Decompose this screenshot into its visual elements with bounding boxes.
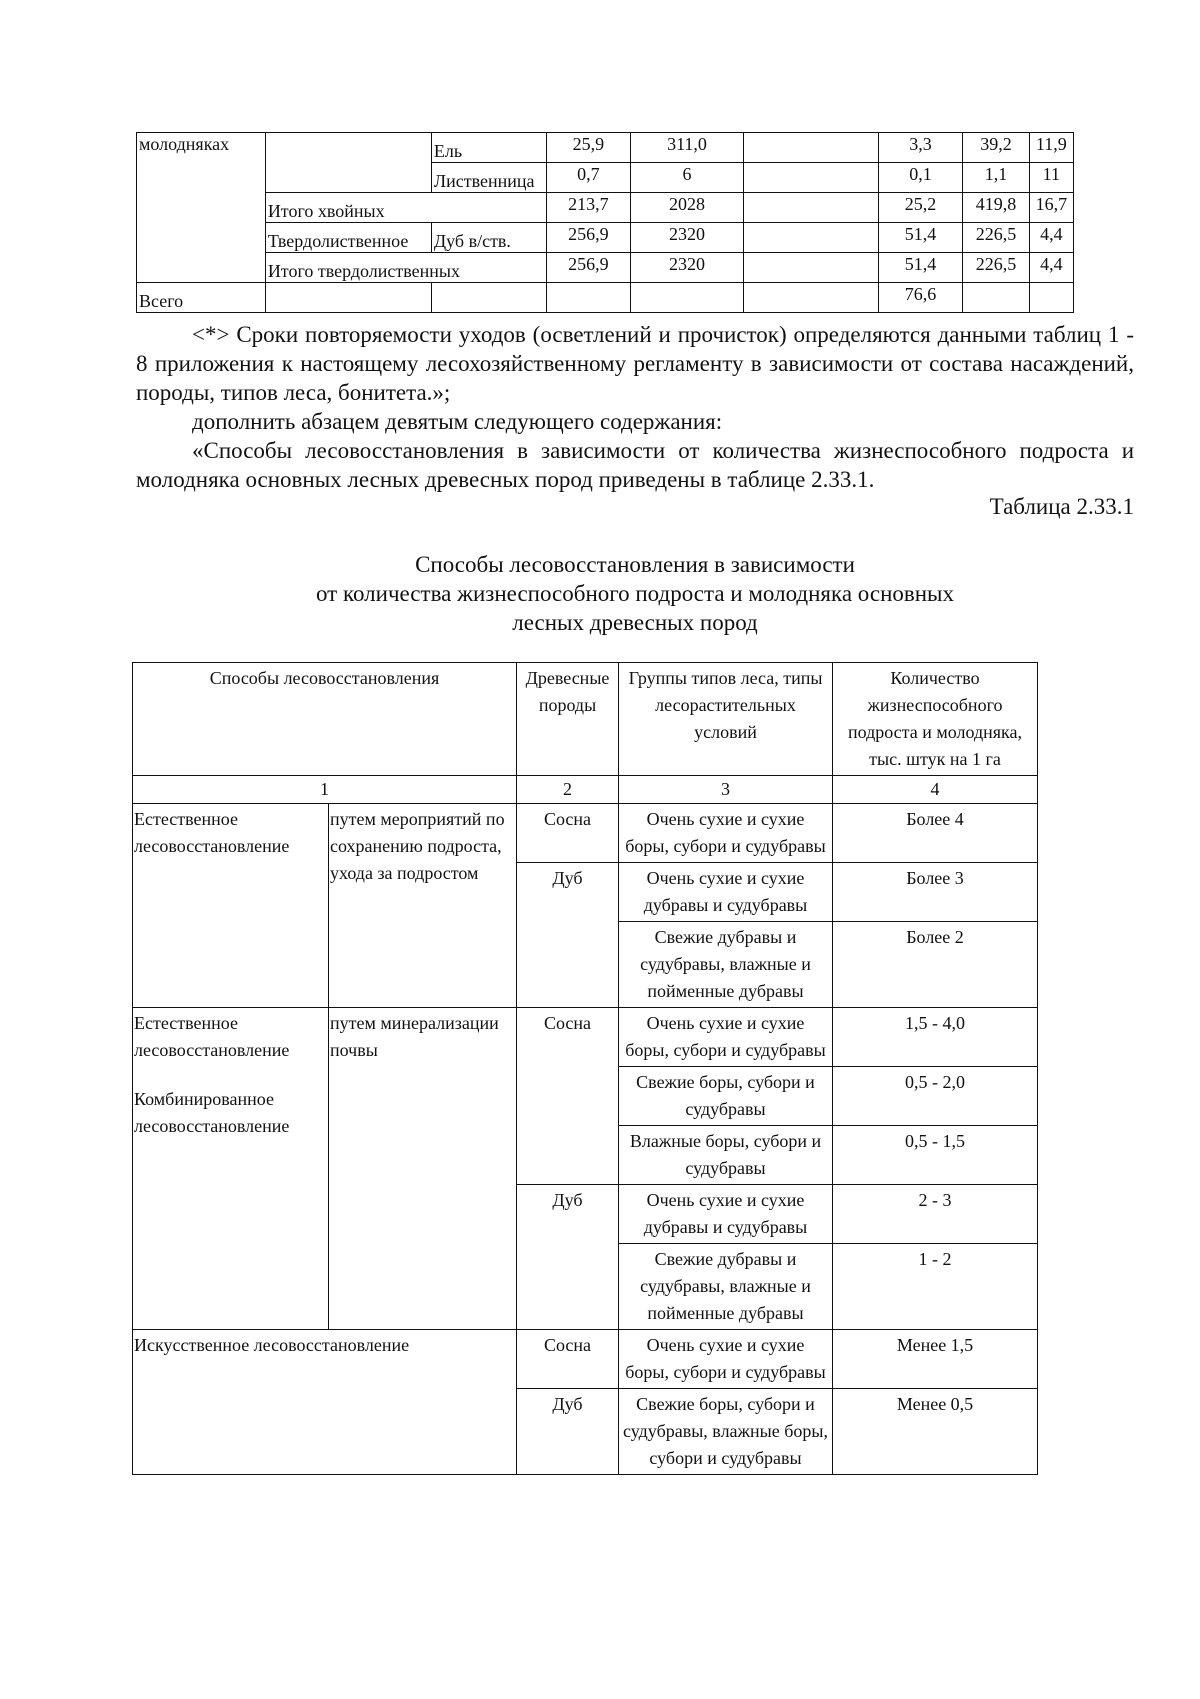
sub-cell: Итого твердолиственных bbox=[265, 253, 546, 283]
value-cell: 2028 bbox=[631, 193, 744, 223]
value-cell: 226,5 bbox=[963, 253, 1029, 283]
table-row bbox=[137, 283, 1074, 313]
forest-type-cell: Очень сухие и сухие боры, субори и судубравы bbox=[619, 1330, 833, 1389]
value-cell: 4,4 bbox=[1029, 223, 1073, 253]
value-cell: 3,3 bbox=[878, 133, 963, 163]
value-cell: 16,7 bbox=[1029, 193, 1073, 223]
header-forest-types: Группы типов леса, типы лесорастительных условий bbox=[619, 663, 833, 776]
value-cell: 25,2 bbox=[878, 193, 963, 223]
sub-cell: Итого хвойных bbox=[265, 193, 546, 223]
empty-cell bbox=[265, 283, 431, 313]
reforestation-table bbox=[132, 662, 1038, 1475]
table-row bbox=[137, 223, 1074, 253]
table-caption bbox=[136, 550, 1134, 637]
header-methods: Способы лесовосстановления bbox=[133, 663, 517, 776]
means-cell: путем мероприятий по сохранению подроста, ухода за подростом bbox=[329, 804, 517, 1008]
species-cell: Сосна bbox=[517, 1330, 619, 1389]
method-label: Естественное лесовосстановление bbox=[134, 809, 290, 856]
value-cell bbox=[743, 163, 878, 193]
quantity-cell: 0,5 - 2,0 bbox=[833, 1067, 1038, 1126]
column-number-row bbox=[133, 776, 1038, 804]
species-cell: Дуб bbox=[517, 1185, 619, 1330]
forest-type-cell: Свежие боры, субори и судубравы bbox=[619, 1067, 833, 1126]
forest-type-cell: Влажные боры, субори и судубравы bbox=[619, 1126, 833, 1185]
value-cell: 226,5 bbox=[963, 223, 1029, 253]
header-quantity: Количество жизнеспособного подроста и молодняка, тыс. штук на 1 га bbox=[833, 663, 1038, 776]
value-cell bbox=[743, 193, 878, 223]
column-number: 3 bbox=[619, 776, 833, 804]
value-cell: 4,4 bbox=[1029, 253, 1073, 283]
table-row bbox=[137, 193, 1074, 223]
method-cell bbox=[133, 804, 329, 1008]
empty-cell bbox=[546, 283, 631, 313]
species-cell: Лиственница bbox=[431, 163, 546, 193]
table-number-label: Таблица 2.33.1 bbox=[989, 494, 1134, 519]
method-label: Естественное лесовосстановление bbox=[134, 1013, 290, 1060]
forest-type-cell: Свежие дубравы и судубравы, влажные и пойменные дубравы bbox=[619, 1244, 833, 1330]
header-row bbox=[133, 663, 1038, 776]
quantity-cell: Менее 0,5 bbox=[833, 1389, 1038, 1475]
value-cell: 11 bbox=[1029, 163, 1073, 193]
value-cell: 76,6 bbox=[878, 283, 963, 313]
instruction-line: дополнить абзацем девятым следующего содержания: bbox=[192, 409, 723, 434]
value-cell: 51,4 bbox=[878, 253, 963, 283]
value-cell: 11,9 bbox=[1029, 133, 1073, 163]
means-cell: путем минерализации почвы bbox=[329, 1008, 517, 1330]
spacer bbox=[134, 1064, 324, 1086]
footnote-paragraph: <*> Сроки повторяемости уходов (осветлений и прочисток) определяются данными таблиц 1 - 8 приложения к настоящему лесохозяйственному регламенту в зависимости от состава насаждений, породы, типов леса, бонитета.»; bbox=[136, 322, 1134, 405]
value-cell: 51,4 bbox=[878, 223, 963, 253]
column-number: 2 bbox=[517, 776, 619, 804]
quantity-cell: Более 4 bbox=[833, 804, 1038, 863]
value-cell: 25,9 bbox=[546, 133, 631, 163]
value-cell: 256,9 bbox=[546, 223, 631, 253]
column-number: 4 bbox=[833, 776, 1038, 804]
value-cell: 6 bbox=[631, 163, 744, 193]
value-cell bbox=[743, 133, 878, 163]
caption-line: Способы лесовосстановления в зависимости bbox=[415, 552, 855, 577]
method-cell: Искусственное лесовосстановление bbox=[133, 1330, 517, 1475]
forest-type-cell: Свежие дубравы и судубравы, влажные и пойменные дубравы bbox=[619, 922, 833, 1008]
value-cell: 39,2 bbox=[963, 133, 1029, 163]
table-row bbox=[133, 804, 1038, 863]
table-row bbox=[133, 1330, 1038, 1389]
value-cell: 1,1 bbox=[963, 163, 1029, 193]
caption-line: лесных древесных пород bbox=[512, 610, 758, 635]
species-cell: Дуб bbox=[517, 863, 619, 1008]
species-cell: Ель bbox=[431, 133, 546, 163]
forest-type-cell: Очень сухие и сухие боры, субори и судубравы bbox=[619, 1008, 833, 1067]
quantity-cell: 1 - 2 bbox=[833, 1244, 1038, 1330]
forest-type-cell: Очень сухие и сухие дубравы и судубравы bbox=[619, 1185, 833, 1244]
empty-cell bbox=[743, 283, 878, 313]
value-cell: 0,7 bbox=[546, 163, 631, 193]
empty-cell bbox=[631, 283, 744, 313]
column-number: 1 bbox=[133, 776, 517, 804]
value-cell: 256,9 bbox=[546, 253, 631, 283]
quantity-cell: 0,5 - 1,5 bbox=[833, 1126, 1038, 1185]
quantity-cell: Более 2 bbox=[833, 922, 1038, 1008]
table-row bbox=[137, 133, 1074, 163]
forest-type-cell: Очень сухие и сухие боры, субори и судубравы bbox=[619, 804, 833, 863]
value-cell: 2320 bbox=[631, 253, 744, 283]
quantity-cell: Менее 1,5 bbox=[833, 1330, 1038, 1389]
value-cell bbox=[743, 253, 878, 283]
value-cell: 213,7 bbox=[546, 193, 631, 223]
value-cell: 311,0 bbox=[631, 133, 744, 163]
species-cell: Дуб bbox=[517, 1389, 619, 1475]
table-row bbox=[137, 253, 1074, 283]
value-cell: 2320 bbox=[631, 223, 744, 253]
quantity-cell: 2 - 3 bbox=[833, 1185, 1038, 1244]
sub-cell bbox=[265, 133, 431, 193]
value-cell: 419,8 bbox=[963, 193, 1029, 223]
table-row bbox=[133, 1008, 1038, 1067]
species-cell: Дуб в/ств. bbox=[431, 223, 546, 253]
body-paragraph: «Способы лесовосстановления в зависимости от количества жизнеспособного подроста и молодняка основных лесных древесных пород приведены в таблице 2.33.1. bbox=[136, 438, 1134, 492]
forest-type-cell: Свежие боры, субори и судубравы, влажные боры, субори и судубравы bbox=[619, 1389, 833, 1475]
quantity-cell: 1,5 - 4,0 bbox=[833, 1008, 1038, 1067]
empty-cell bbox=[431, 283, 546, 313]
empty-cell bbox=[1029, 283, 1073, 313]
quantity-cell: Более 3 bbox=[833, 863, 1038, 922]
method-label: Комбинированное лесовосстановление bbox=[134, 1089, 290, 1136]
header-species: Древесные породы bbox=[517, 663, 619, 776]
species-cell: Сосна bbox=[517, 804, 619, 863]
value-cell: 0,1 bbox=[878, 163, 963, 193]
method-cell bbox=[133, 1008, 329, 1330]
species-cell: Сосна bbox=[517, 1008, 619, 1185]
group-cell: молодняках bbox=[137, 133, 266, 283]
caption-line: от количества жизнеспособного подроста и молодняка основных bbox=[315, 581, 955, 606]
sub-cell: Твердолиственное bbox=[265, 223, 431, 253]
value-cell bbox=[743, 223, 878, 253]
forest-type-cell: Очень сухие и сухие дубравы и судубравы bbox=[619, 863, 833, 922]
total-label-cell: Всего bbox=[137, 283, 266, 313]
empty-cell bbox=[963, 283, 1029, 313]
top-table bbox=[136, 132, 1074, 313]
